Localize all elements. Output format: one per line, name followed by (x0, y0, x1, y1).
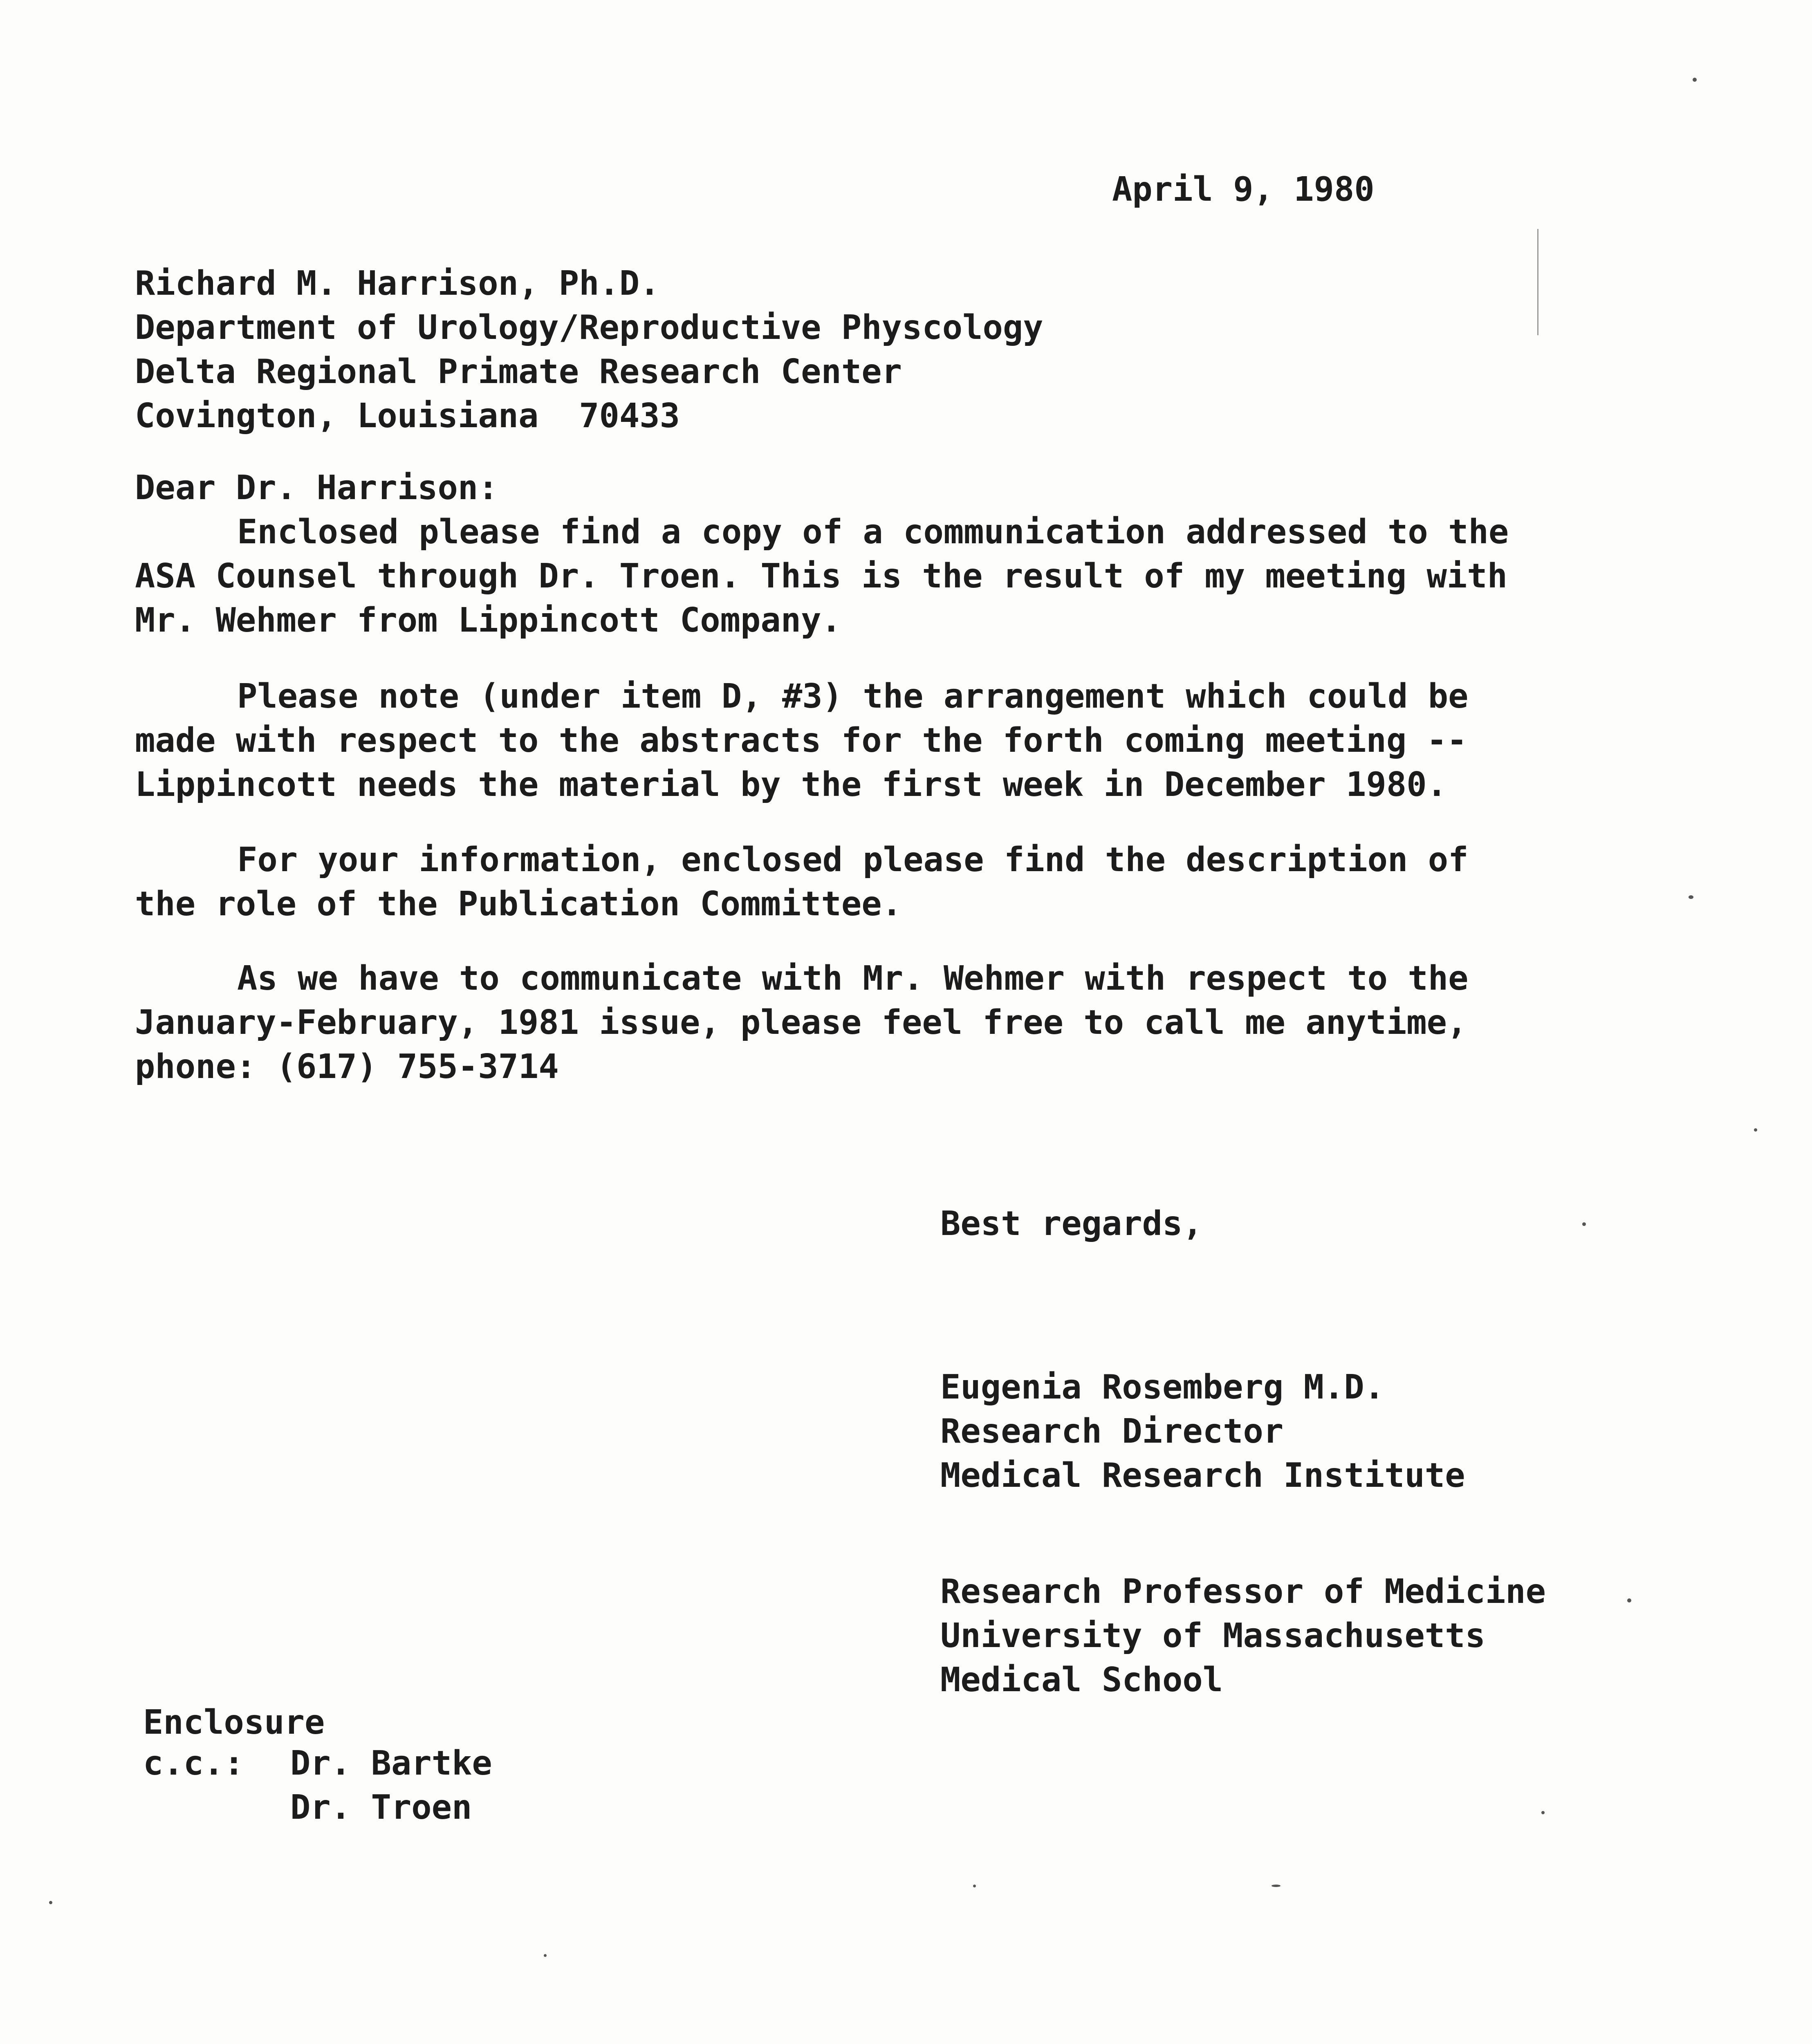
scan-scratch (1537, 229, 1538, 335)
date-text: April 9, 1980 (1112, 170, 1375, 209)
signer-university: University of Massachusetts (940, 1616, 1485, 1655)
recipient-organization: Delta Regional Primate Research Center (135, 352, 902, 391)
closing-block (940, 1202, 1203, 1246)
paragraph-2: Please note (under item D, #3) the arrangement which could be made with respect to the abstracts for the forth coming meeting -- Lippincott needs the material by the first week in December 1980. (135, 677, 1469, 804)
enclosure-block (143, 1701, 325, 1745)
recipient-address (135, 262, 1043, 438)
scan-speck (1582, 1222, 1586, 1226)
recipient-city: Covington, Louisiana 70433 (135, 397, 680, 435)
signer-institute: Medical Research Institute (940, 1456, 1465, 1495)
signer-name: Eugenia Rosemberg M.D. (940, 1368, 1385, 1407)
letter-body-1 (135, 466, 1533, 643)
enclosure-label: Enclosure (143, 1703, 325, 1742)
letter-body-3 (135, 838, 1533, 926)
signer-title-2: Research Professor of Medicine (940, 1572, 1546, 1611)
scan-speck (1272, 1885, 1281, 1887)
paragraph-4: As we have to communicate with Mr. Wehmer with respect to the January-February, 1981 issue, please feel free to call me anytime, phone: (617) 755-3714 (135, 959, 1469, 1086)
scan-speck (49, 1901, 52, 1904)
scan-speck (544, 1954, 547, 1957)
closing: Best regards, (940, 1204, 1203, 1243)
scan-speck (1689, 895, 1693, 899)
signature-block (940, 1365, 1465, 1498)
recipient-name: Richard M. Harrison, Ph.D. (135, 264, 660, 303)
scan-speck (1754, 1128, 1757, 1132)
scan-speck (1541, 1811, 1545, 1814)
cc-label: c.c.: (143, 1744, 244, 1783)
scan-speck (1693, 78, 1697, 82)
salutation: Dear Dr. Harrison: (135, 468, 498, 507)
signer-title: Research Director (940, 1412, 1284, 1451)
letter-body-2 (135, 675, 1533, 807)
scan-speck (1627, 1598, 1631, 1602)
paragraph-1: Enclosed please find a copy of a communication addressed to the ASA Counsel through Dr. Troen. This is the result of my meeting with Mr. Wehmer from Lippincott Company. (135, 513, 1509, 640)
cc-recipient-2: Dr. Troen (290, 1788, 472, 1827)
cc-recipient-1: Dr. Bartke (290, 1744, 492, 1783)
letter-date (1112, 168, 1375, 212)
letter-body-4 (135, 957, 1533, 1089)
signer-school: Medical School (940, 1661, 1223, 1699)
scan-speck (973, 1885, 976, 1887)
recipient-department: Department of Urology/Reproductive Physcology (135, 308, 1043, 347)
paragraph-3: For your information, enclosed please find the description of the role of the Publication Committee. (135, 840, 1469, 923)
signature-block-2 (940, 1570, 1546, 1702)
